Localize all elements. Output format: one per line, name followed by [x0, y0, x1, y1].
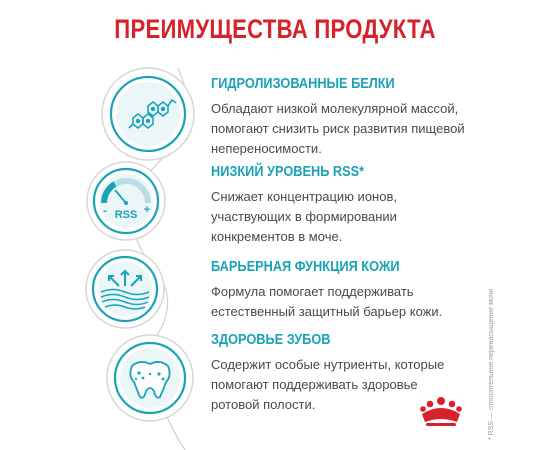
- footnote: * RSS — относительное перенасыщение мочи: [488, 288, 495, 440]
- benefit-heading: ГИДРОЛИЗОВАННЫЕ БЕЛКИ: [211, 76, 395, 92]
- dental-health-icon: [105, 333, 195, 423]
- rss-minus-sign: -: [103, 205, 107, 217]
- benefit-description: Снижает концентрацию ионов, участвующих в формировании конкрементов в моче.: [211, 189, 397, 244]
- benefit-icon-3: [84, 248, 166, 330]
- benefit-icon-2: [85, 160, 167, 242]
- royal-canin-crown-logo: [419, 394, 463, 428]
- benefit-1: [211, 76, 511, 159]
- benefit-icon-4: [105, 333, 195, 423]
- rss-plus-sign: +: [143, 204, 151, 216]
- benefit-description: Обладают низкой молекулярной массой, помогают снизить риск развития пищевой непереносимости.: [211, 101, 465, 156]
- benefit-heading: БАРЬЕРНАЯ ФУНКЦИЯ КОЖИ: [211, 259, 400, 275]
- benefit-2: [211, 164, 511, 247]
- benefit-description: Формула помогает поддерживать естественный защитный барьер кожи.: [211, 284, 443, 319]
- benefit-4: [211, 332, 511, 415]
- page-title: ПРЕИМУЩЕСТВА ПРОДУКТА: [114, 14, 436, 44]
- rss-gauge-icon: [85, 160, 167, 242]
- benefit-description: Содержит особые нутриенты, которые помогают поддерживать здоровье ротовой полости.: [211, 357, 445, 412]
- benefit-icon-1: [100, 66, 196, 162]
- rss-icon-label: RSS: [114, 209, 138, 221]
- benefit-heading: НИЗКИЙ УРОВЕНЬ RSS*: [211, 164, 365, 180]
- benefit-3: [211, 259, 511, 322]
- skin-barrier-icon: [84, 248, 166, 330]
- benefit-heading: ЗДОРОВЬЕ ЗУБОВ: [211, 332, 331, 348]
- hydrolyzed-protein-molecule-icon: [100, 66, 196, 162]
